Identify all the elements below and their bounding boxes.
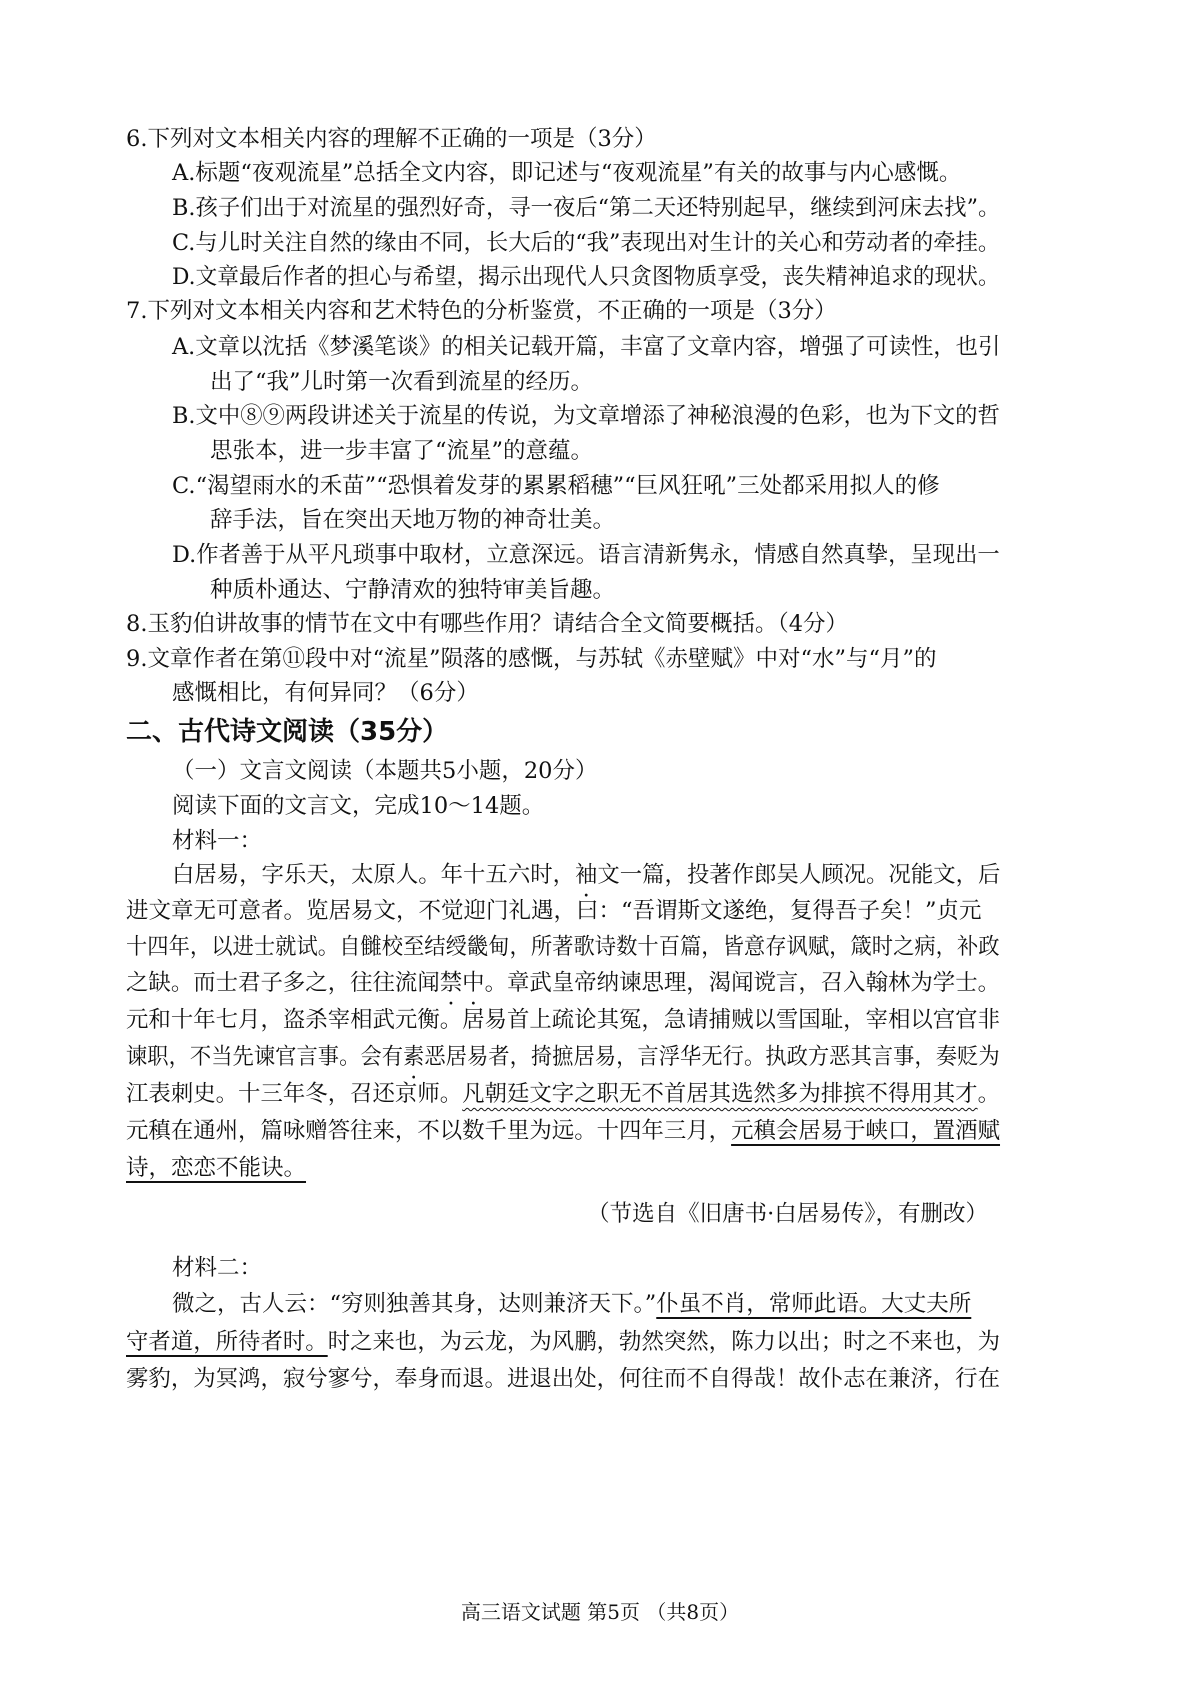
question-7-option-d-cont: 种质朴通达、宁静清欢的独特审美旨趣。 [210, 577, 616, 603]
material-1-line [172, 860, 1000, 890]
material-1-line: 进文章无可意者。览居易文，不觉迎门礼遇，曰：“吾谓斯文遂绝，复得吾子矣！”贞元 [126, 898, 982, 924]
question-7-option-a: A.文章以沈括《梦溪笔谈》的相关记载开篇，丰富了文章内容，增强了可读性，也引 [172, 334, 1001, 360]
section-2-instruction: 阅读下面的文言文，完成10～14题。 [172, 793, 545, 819]
question-6-option-b: B.孩子们出于对流星的强烈好奇，寻一夜后“第二天还特别起早，继续到河床去找”。 [172, 195, 1001, 221]
material-1-label: 材料一： [172, 828, 263, 854]
question-6-option-c: C.与儿时关注自然的缘由不同，长大后的“我”表现出对生计的关心和劳动者的牵挂。 [172, 230, 1001, 256]
material-2-line: 雾豹，为冥鸿，寂兮寥兮，奉身而退。进退出处，何往而不自得哉！故仆志在兼济，行在 [126, 1366, 1001, 1392]
question-7-option-b: B.文中⑧⑨两段讲述关于流星的传说，为文章增添了神秘浪漫的色彩，也为下文的哲 [172, 403, 1000, 429]
dotted-char: 中 [462, 970, 485, 996]
question-6-option-d: D.文章最后作者的担心与希望，揭示出现代人只贪图物质享受，丧失精神追求的现状。 [172, 264, 1000, 290]
material-2-label: 材料二： [172, 1255, 263, 1281]
question-7-option-b-cont: 思张本，进一步丰富了“流星”的意蕴。 [210, 438, 594, 464]
question-7-option-d: D.作者善于从平凡琐事中取材，立意深远。语言清新隽永，情感自然真挚，呈现出一 [172, 542, 1000, 568]
question-7-stem: 7.下列对文本相关内容和艺术特色的分析鉴赏，不正确的一项是（3分） [126, 298, 837, 324]
text-span: 之缺。而士君子多之，往往流闻 [126, 970, 440, 996]
material-1-line: 十四年，以进士就试。自雠校至结绶畿甸，所著歌诗数十百篇，皆意存讽赋，箴时之病，补政 [126, 934, 1000, 960]
dotted-char: 袖 [574, 862, 598, 888]
material-1-line [126, 968, 1000, 998]
dotted-char: 素 [403, 1044, 425, 1070]
wavy-underlined-sentence: 凡朝廷文字之职无不首居其选然多为排摈不得用其才 [462, 1081, 978, 1107]
underlined-sentence: 仆虽不肖，常师此语。大丈夫所 [656, 1291, 972, 1317]
text-span: 文一篇，投著作郎吴人顾况。况能文，后 [597, 862, 1001, 888]
underlined-sentence: 元稹会居易于峡口，置酒赋 [731, 1118, 1001, 1144]
text-span: 恶居易者，掎摭居易，言浮华无行。执政方恶其言事，奏贬为 [424, 1044, 1000, 1070]
question-9: 9.文章作者在第⑪段中对“流星”陨落的感慨，与苏轼《赤壁赋》中对“水”与“月”的 [126, 646, 937, 672]
material-1-line [126, 1042, 1000, 1072]
text-span: 白居易，字乐天，太原人。年十五六时， [172, 862, 575, 888]
material-1-line [126, 1079, 1000, 1109]
dotted-char: 禁 [439, 970, 463, 996]
text-span: 时之来也，为云龙，为风鹏，勃然突然，陈力以出；时之不来也，为 [327, 1329, 1001, 1355]
text-span: 微之，古人云：“穷则独善其身，达则兼济天下。” [172, 1291, 657, 1317]
text-span: 元稹在通州，篇咏赠答往来，不以数千里为远。十四年三月， [126, 1118, 732, 1144]
question-7-option-a-cont: 出了“我”儿时第一次看到流星的经历。 [210, 369, 594, 395]
material-1-source: （节选自《旧唐书·白居易传》，有删改） [587, 1201, 988, 1227]
question-8: 8.玉豹伯讲故事的情节在文中有哪些作用？请结合全文简要概括。（4分） [126, 611, 849, 637]
material-2-line [126, 1327, 1000, 1357]
text-span: 。章武皇帝纳谏思理，渴闻谠言，召入翰林为学士。 [484, 970, 1001, 996]
material-1-line [126, 1153, 306, 1183]
material-1-line: 元和十年七月，盗杀宰相武元衡。居易首上疏论其冤，急请捕贼以雪国耻，宰相以宫官非 [126, 1007, 1001, 1033]
question-7-option-c-cont: 辞手法，旨在突出天地万物的神奇壮美。 [210, 507, 616, 533]
text-span: 谏职，不当先谏官言事。会有 [126, 1044, 404, 1070]
material-2-line [172, 1289, 971, 1319]
question-7-option-c: C.“渴望雨水的禾苗”“恐惧着发芽的累累稻穗”“巨风狂吼”三处都采用拟人的修 [172, 473, 940, 499]
text-span: 江表刺史。十三年冬，召还京师。 [126, 1081, 463, 1107]
question-6-option-a: A.标题“夜观流星”总括全文内容，即记述与“夜观流星”有关的故事与内心感慨。 [172, 160, 962, 186]
question-6-stem: 6.下列对文本相关内容的理解不正确的一项是（3分） [126, 126, 657, 152]
section-2-title: 二、古代诗文阅读（35分） [126, 717, 449, 747]
material-1-line [126, 1116, 1000, 1146]
section-2-subtitle: （一）文言文阅读（本题共5小题，20分） [172, 758, 598, 784]
underlined-sentence: 诗，恋恋不能诀。 [126, 1155, 307, 1181]
question-9-cont: 感慨相比，有何异同？（6分） [172, 680, 479, 706]
page-footer: 高三语文试题 第5页 （共8页） [460, 1600, 740, 1624]
underlined-sentence: 守者道，所待者时。 [126, 1329, 328, 1355]
text-span: 。 [977, 1081, 1001, 1107]
